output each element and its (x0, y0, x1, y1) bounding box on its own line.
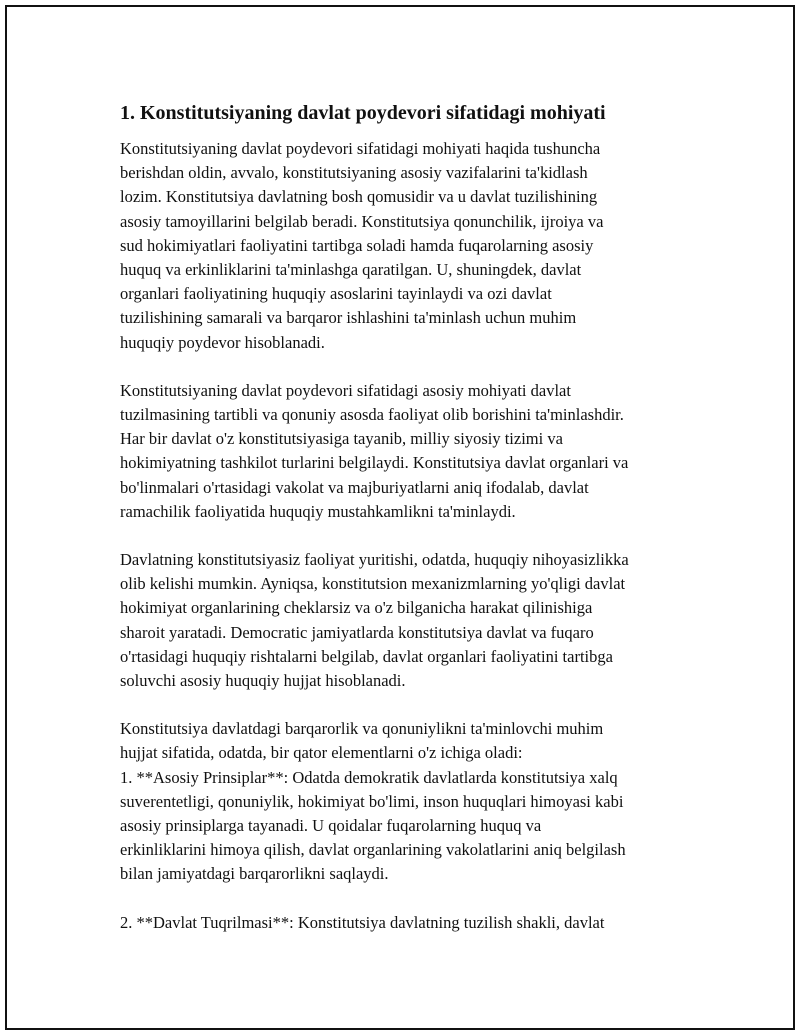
document-body (120, 99, 710, 959)
paragraph-line: bilan jamiyatdagi barqarorlikni saqlaydi. (120, 864, 389, 884)
paragraph-line: huquq va erkinliklarini ta'minlashga qaratilgan. U, shuningdek, davlat (120, 260, 582, 280)
paragraph (120, 717, 710, 886)
paragraph (120, 548, 710, 693)
paragraph-line: olib kelishi mumkin. Ayniqsa, konstitutsion mexanizmlarning yo'qligi davlat (120, 574, 626, 594)
paragraph-line: hokimiyatning tashkilot turlarini belgilaydi. Konstitutsiya davlat organlari va (120, 453, 629, 473)
paragraph-line: Konstitutsiyaning davlat poydevori sifatidagi mohiyati haqida tushuncha (120, 139, 601, 158)
paragraph-line: Konstitutsiya davlatdagi barqarorlik va qonuniylikni ta'minlovchi muhim (120, 719, 604, 739)
paragraph-line: bo'linmalari o'rtasidagi vakolat va majburiyatlarni aniq ifodalab, davlat (120, 477, 589, 497)
paragraph-line: ramachilik faoliyatida huquqiy mustahkamlikni ta'minlaydi. (120, 501, 516, 521)
paragraph-line: 2. **Davlat Tuqrilmasi**: Konstitutsiya davlatning tuzilish shakli, davlat (120, 912, 605, 932)
paragraph-line: erkinliklarini himoya qilish, davlat organlarining vakolatlarini aniq belgilash (120, 840, 626, 860)
paragraph (120, 911, 710, 935)
paragraph-line: Har bir davlat o'z konstitutsiyasiga tayanib, milliy siyosiy tizimi va (120, 429, 563, 449)
paragraph-line: lozim. Konstitutsiya davlatning bosh qomusidir va u davlat tuzilishining (120, 187, 598, 207)
paragraph-line: tuzilmasining tartibli va qonuniy asosda faoliyat olib borishini ta'minlashdir. (120, 405, 624, 425)
paragraph-line: Davlatning konstitutsiyasiz faoliyat yuritishi, odatda, huquqiy nihoyasizlikka (120, 550, 629, 570)
paragraph-line: o'rtasidagi huquqiy rishtalarni belgilab, davlat organlari faoliyatini tartibga (120, 646, 613, 666)
paragraph (120, 379, 710, 524)
paragraph-list (120, 137, 710, 935)
paragraph-line: asosiy prinsiplarga tayanadi. U qoidalar fuqarolarning huquq va (120, 816, 542, 836)
paragraph-line: huquqiy poydevor hisoblanadi. (120, 332, 325, 352)
paragraph-line: suverentetligi, qonuniylik, hokimiyat bo'limi, inson huquqlari himoyasi kabi (120, 791, 624, 811)
paragraph-line: Konstitutsiyaning davlat poydevori sifatidagi asosiy mohiyati davlat (120, 380, 571, 400)
paragraph-line: tuzilishining samarali va barqaror ishlashini ta'minlash uchun muhim (120, 308, 577, 328)
paragraph-line: organlari faoliyatining huquqiy asoslarini tayinlaydi va ozi davlat (120, 284, 552, 304)
paragraph-line: soluvchi asosiy huquqiy hujjat hisoblanadi. (120, 671, 406, 691)
paragraph (120, 137, 710, 355)
paragraph-line: sharoit yaratadi. Democratic jamiyatlarda konstitutsiya davlat va fuqaro (120, 622, 594, 642)
paragraph-line: asosiy tamoyillarini belgilab beradi. Konstitutsiya qonunchilik, ijroiya va (120, 211, 604, 231)
paragraph-line: berishdan oldin, avvalo, konstitutsiyaning asosiy vazifalarini ta'kidlash (120, 163, 588, 183)
paragraph-line: 1. **Asosiy Prinsiplar**: Odatda demokratik davlatlarda konstitutsiya xalq (120, 767, 618, 787)
paragraph-line: hujjat sifatida, odatda, bir qator elementlarni o'z ichiga oladi: (120, 743, 523, 763)
paragraph-line: hokimiyat organlarining cheklarsiz va o'z bilganicha harakat qilinishiga (120, 598, 593, 618)
document-title: 1. Konstitutsiyaning davlat poydevori sifatidagi mohiyati (120, 102, 606, 124)
paragraph-line: sud hokimiyatlari faoliyatini tartibga soladi hamda fuqarolarning asosiy (120, 235, 594, 255)
page-border (5, 5, 795, 1030)
